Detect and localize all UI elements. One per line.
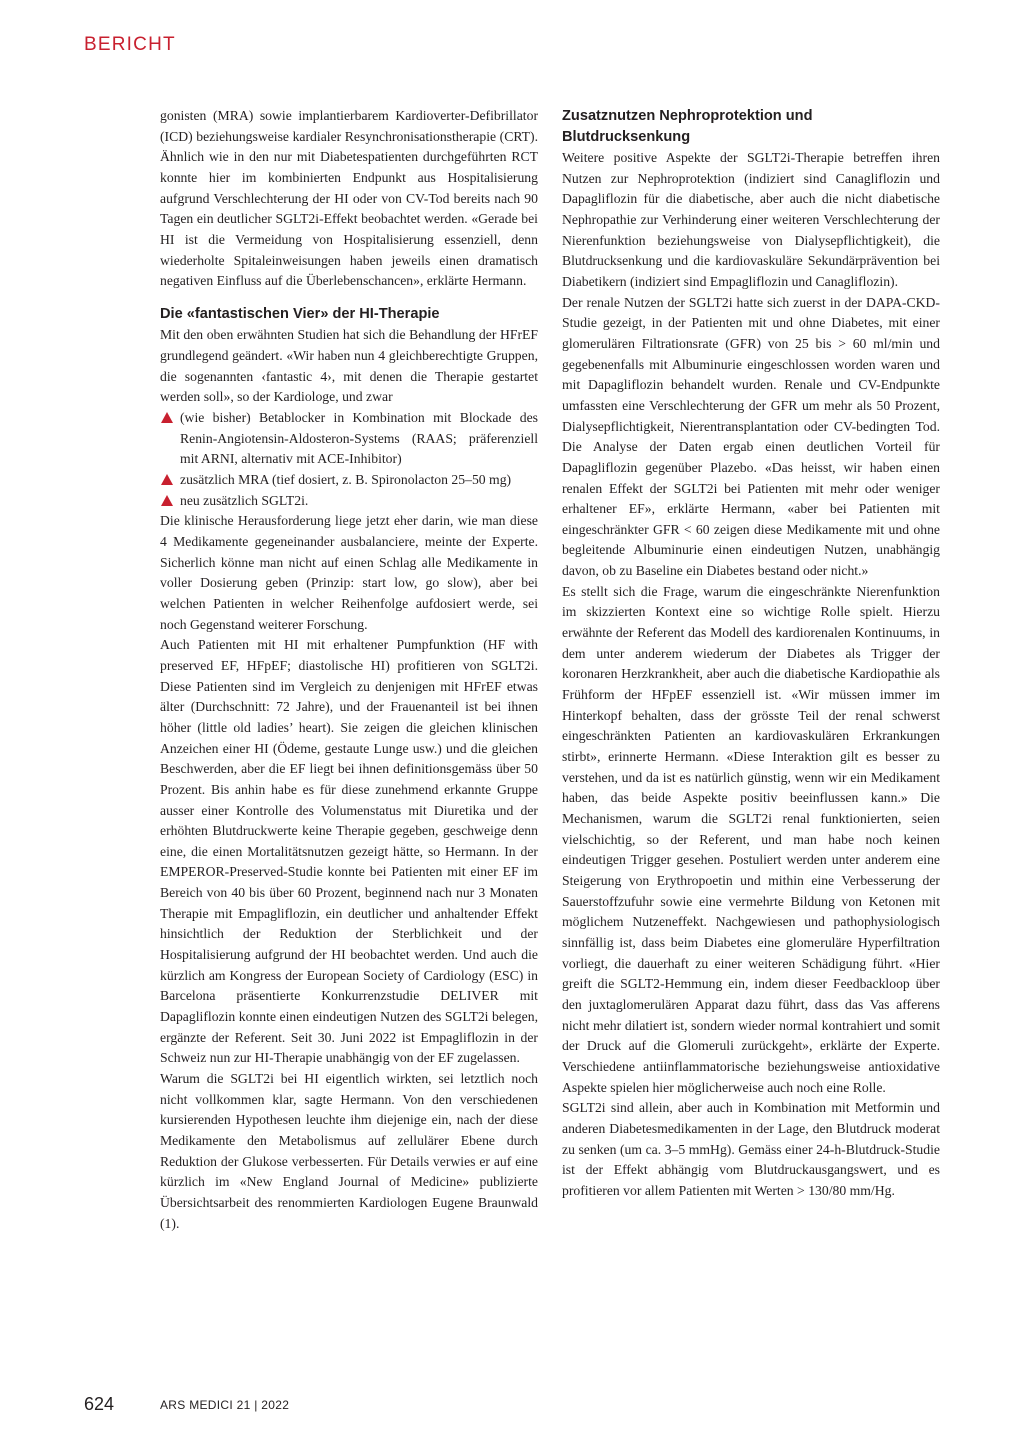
- bullet-text: neu zusätzlich SGLT2i.: [180, 492, 309, 508]
- paragraph: gonisten (MRA) sowie implantierbarem Kardioverter-Defibrillator (ICD) beziehungsweise kardialer Resynchronisationstherapie (CRT). Ähnlich wie in den nur mit Diabetespatienten durchgeführten RCT konnte hier im kombinierten Endpunkt aus Hospitalisierung aufgrund Verschlechterung der HI oder von CV-Tod bereits nach 90 Tagen ein deutlicher SGLT2i-Effekt beobachtet werden. «Gerade bei HI ist die Vermeidung von Hospitalisierung essenziell, denn wiederholte Spitaleinweisungen haben jeweils einen dramatisch negativen Einfluss auf die Überlebenschancen», erklärte Hermann.: [160, 108, 538, 289]
- section-heading: Die «fantastischen Vier» der HI-Therapie: [160, 305, 440, 322]
- bullet-item: [160, 408, 538, 470]
- bullet-text: zusätzlich MRA (tief dosiert, z. B. Spironolacton 25–50 mg): [180, 472, 512, 487]
- paragraph: Mit den oben erwähnten Studien hat sich die Behandlung der HFrEF grundlegend geändert. «Wir haben nun 4 gleichberechtigte Gruppen, die sogenannten ‹fantastic 4›, mit denen die Therapie gestartet werden soll», so der Kardiologe, und zwar: [160, 327, 538, 405]
- section-label: BERICHT: [84, 34, 176, 55]
- bullet-text: (wie bisher) Betablocker in Kombination mit Blockade des Renin-Angiotensin-Aldosteron-Systems (RAAS; präferenziell mit ARNI, alternativ mit ACE-Inhibitor): [180, 410, 538, 467]
- page-number: 624: [84, 1394, 115, 1414]
- paragraph: Weitere positive Aspekte der SGLT2i-Therapie betreffen ihren Nutzen zur Nephroprotektion (indiziert sind Canagliflozin und Dapagliflozin für die diabetische, aber auch die nicht diabetische Nephropathie zur Verhinderung einer weiteren Verschlechterung der Nierenfunktion beziehungsweise von Dialysepflichtigkeit), die Blutdrucksenkung und die kardiovaskuläre Sekundärprävention bei Diabetikern (indiziert sind Empagliflozin und Canagliflozin).: [562, 150, 940, 289]
- paragraph: Die klinische Herausforderung liege jetzt eher darin, wie man diese 4 Medikamente gegeneinander ausbalanciere, meinte der Experte. Sicherlich könne man nicht auf einen Schlag alle Medikamente in voller Dosierung geben (Prinzip: start low, go slow), aber bei welchen Patienten in welcher Reihenfolge aufdosiert werde, sei noch Gegenstand weiterer Forschung.: [160, 513, 538, 632]
- triangle-bullet-icon: [161, 412, 173, 423]
- paragraph: SGLT2i sind allein, aber auch in Kombination mit Metformin und anderen Diabetesmedikamenten in der Lage, den Blutdruck moderat zu senken (um ca. 3–5 mmHg). Gemäss einer 24-h-Blutdruck-Studie ist der Effekt abhängig vom Blutdruckausgangswert, und es profitieren vor allem Patienten mit Werten > 130/80 mm/Hg.: [562, 1100, 940, 1198]
- journal-issue: ARS MEDICI 21 | 2022: [160, 1398, 290, 1412]
- bullet-list: [160, 408, 538, 511]
- triangle-bullet-icon: [161, 474, 173, 485]
- paragraph: Es stellt sich die Frage, warum die eingeschränkte Nierenfunktion im skizzierten Kontext eine so wichtige Rolle spielt. Hierzu erwähnte der Referent das Modell des kardiorenalen Kontinuums, in dem unter anderem wiederum der Diabetes als Trigger der koronaren Herzkrankheit, aber auch die diabetische Kardiopathie als Frühform der HFpEF essenziell ist. «Wir müssen immer im Hinterkopf behalten, dass der grösste Teil der renal schwerst eingeschränkten Patienten an kardiovaskulären Erkrankungen stirbt», erinnerte Hermann. «Diese Interaktion gilt es besser zu verstehen, und da ist es natürlich günstig, wenn wir ein Medikament haben, das beide Aspekte positiv beeinflussen kann.» Die Mechanismen, warum die SGLT2i renal funktionierten, seien vielschichtig, so der Referent, und man habe noch keinen eindeutigen Trigger gesehen. Postuliert werden unter anderem eine Steigerung von Erythropoetin und mithin eine Verbesserung der Sauerstoffzufuhr sowie eine vermehrte Bildung von Ketonen mit möglichem Nutzeneffekt. Nachgewiesen und pathophysiologisch sinnfällig ist, dass beim Diabetes eine glomeruläre Hyperfiltration vorliegt, die dauerhaft zu einer weiteren Schädigung führt. «Hier greift die SGLT2-Hemmung ein, indem dieser Feedbackloop über den juxtaglomerulären Apparat dazu führt, dass das Vas afferens nicht mehr dilatiert ist, sondern wieder normal kontrahiert und somit der Druck auf die Glomeruli zurückgeht», erklärte der Experte. Verschiedene antiinflammatorische beziehungsweise antioxidative Aspekte spielen hier möglicherweise auch noch eine Rolle.: [562, 583, 940, 1095]
- bullet-item: [160, 491, 538, 512]
- section-heading: Zusatznutzen Nephroprotektion und Blutdrucksenkung: [562, 108, 813, 145]
- left-column: [160, 106, 538, 1234]
- right-column: [562, 106, 940, 1201]
- bullet-item: [160, 470, 538, 491]
- paragraph: Auch Patienten mit HI mit erhaltener Pumpfunktion (HF with preserved EF, HFpEF; diastolische HI) profitieren von SGLT2i. Diese Patienten sind im Vergleich zu denjenigen mit HFrEF etwas älter (Durchschnitt: 72 Jahre), und der Frauenanteil ist bei ihnen höher (little old ladies’ heart). Sie zeigen die gleichen klinischen Anzeichen einer HI (Ödeme, gestaute Lunge usw.) und die gleichen Beschwerden, aber die EF liegt bei ihnen definitionsgemäss über 50 Prozent. Bis anhin habe es für diese zunehmend erkannte Gruppe ausser einer Kontrolle des Volumenstatus mit Diuretika und der erhöhten Blutdruckwerte keine Therapie gegeben, geschweige denn eine, die einen Mortalitätsnutzen gezeigt hätte, so Hermann. In der EMPEROR-Preserved-Studie konnte bei Patienten mit einer EF im Bereich von 40 bis über 60 Prozent, beginnend nach nur 3 Monaten Therapie mit Empagliflozin, ein deutlicher und anhaltender Effekt hinsichtlich der Reduktion der Sterblichkeit und der Hospitalisierung aufgrund der HI beobachtet werden. Und auch die kürzlich am Kongress der European Society of Cardiology (ESC) in Barcelona präsentierte Konkurrenzstudie DELIVER mit Dapagliflozin konnte einen eindeutigen Nutzen des SGLT2i belegen, ergänzte der Referent. Seit 30. Juni 2022 ist Empagliflozin in der Schweiz nun zur HI-Therapie unabhängig von der EF zugelassen.: [160, 637, 538, 1066]
- paragraph: Der renale Nutzen der SGLT2i hatte sich zuerst in der DAPA-CKD-Studie gezeigt, in der Patienten mit und ohne Diabetes, mit einer glomerulären Filtrationsrate (GFR) von 25 bis > 60 ml/min und gegebenenfalls mit Albuminurie eingeschlossen worden waren und mit Dapagliflozin behandelt wurden. Renale und CV-Endpunkte umfassten eine Verschlechterung der GFR um mehr als 50 Prozent, Dialysepflichtigkeit, Nierentransplantation oder CV-bedingten Tod. Die Analyse der Daten ergab einen deutlichen Vorteil für Dapagliflozin gegenüber Plazebo. «Das heisst, wir haben einen renalen Effekt der SGLT2i bei Patienten mit mehr oder weniger erhaltener EF», erklärte Hermann, «aber bei Patienten mit eingeschränkter GFR < 60 zeigen diese Medikamente mit und ohne begleitende Albuminurie einen eindeutigen Nutzen, unabhängig davon, ob zu Baseline ein Diabetes bestand oder nicht.»: [562, 294, 940, 579]
- triangle-bullet-icon: [161, 495, 173, 506]
- paragraph: Warum die SGLT2i bei HI eigentlich wirkten, sei letztlich noch nicht vollkommen klar, sagte Hermann. Von den verschiedenen kursierenden Hypothesen leuchte ihm diejenige ein, nach der diese Medikamente den Metabolismus auf zellulärer Ebene durch Reduktion der Glukose verbesserten. Für Details verwies er auf eine kürzlich im «New England Journal of Medicine» publizierte Übersichtsarbeit des renommierten Kardiologen Eugene Braunwald (1).: [160, 1071, 538, 1231]
